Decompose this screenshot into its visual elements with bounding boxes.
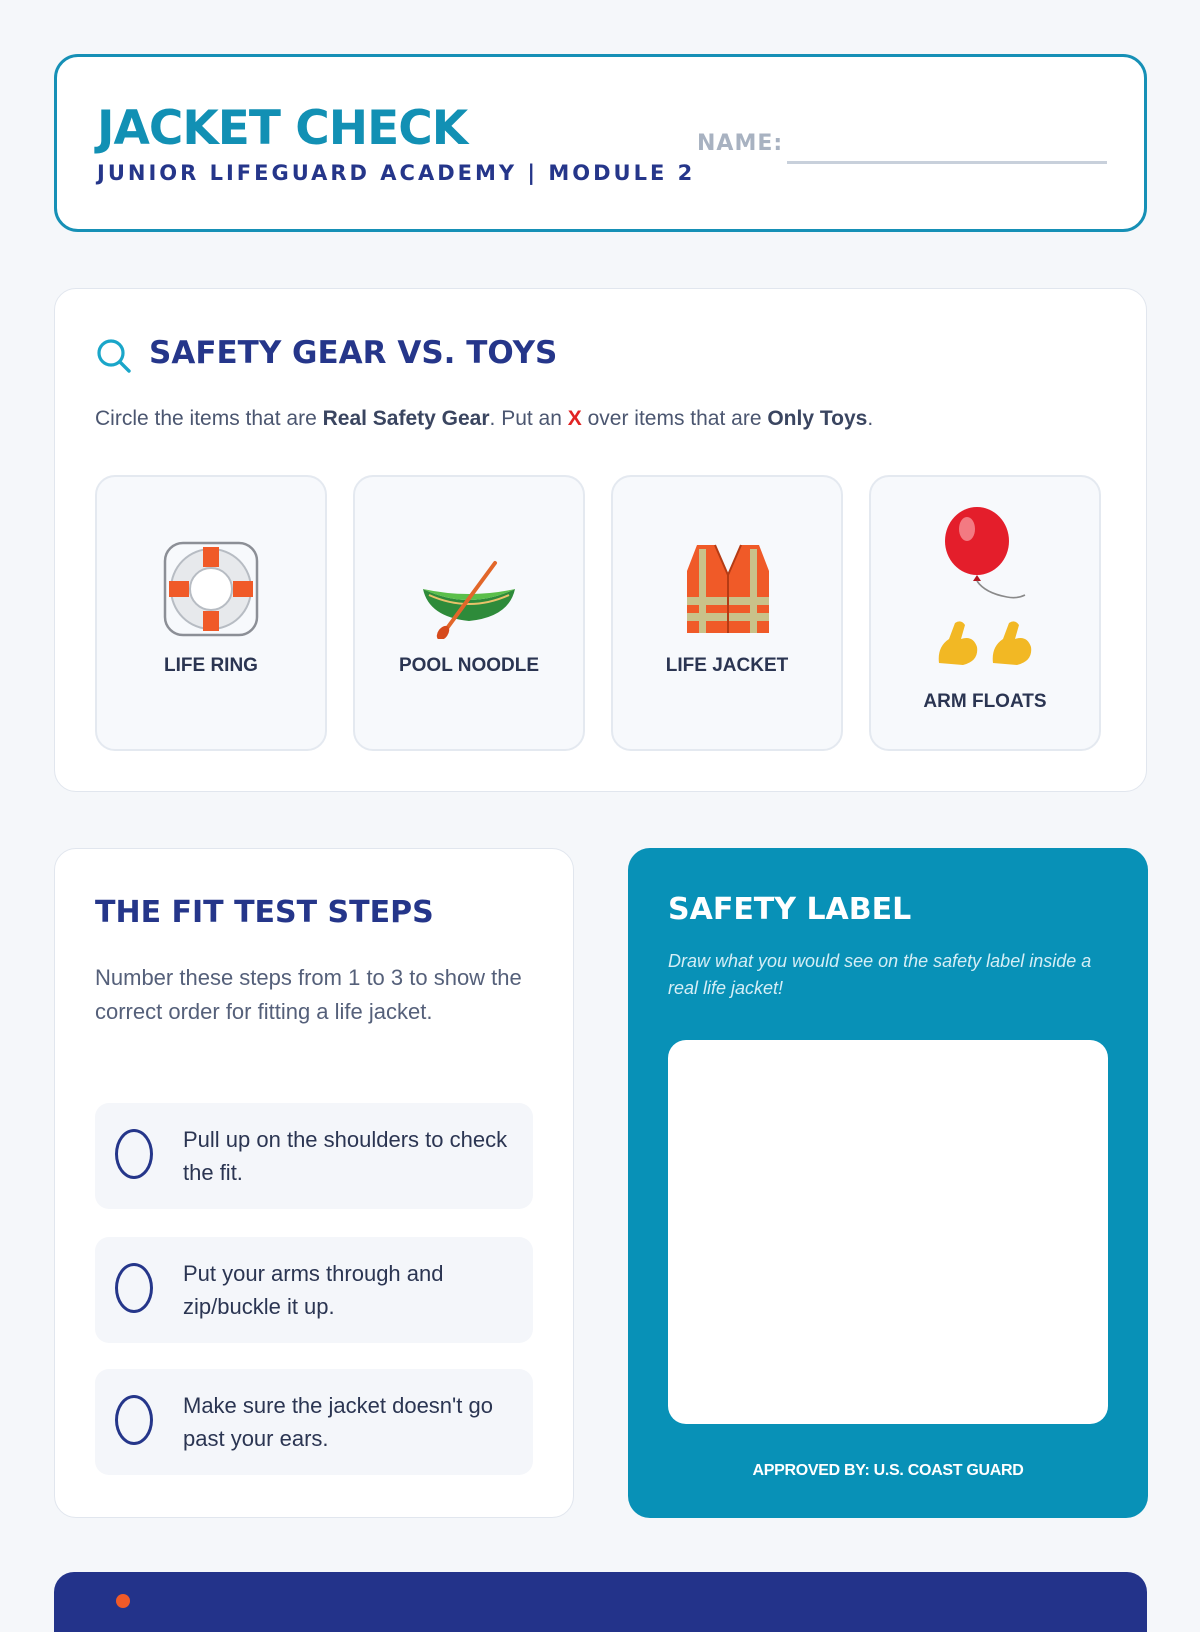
item-card-life-jacket[interactable]: [611, 475, 843, 751]
section-heading: SAFETY GEAR VS. TOYS: [149, 335, 558, 371]
flexed-arms-icon: [933, 617, 1037, 669]
canoe-icon: [419, 559, 519, 639]
item-card-pool-noodle[interactable]: [353, 475, 585, 751]
section-heading: THE FIT TEST STEPS: [95, 895, 434, 930]
fit-test-section: [54, 848, 574, 1518]
item-card-life-ring[interactable]: [95, 475, 327, 751]
name-field[interactable]: [787, 161, 1107, 164]
step-text: Make sure the jacket doesn't go past your ears.: [183, 1393, 493, 1451]
page-subtitle: JUNIOR LIFEGUARD ACADEMY | MODULE 2: [97, 161, 696, 185]
safety-vest-icon: [683, 541, 773, 637]
name-label: NAME:: [697, 131, 784, 156]
search-icon: [95, 337, 133, 375]
step-text: Pull up on the shoulders to check the fit.: [183, 1127, 508, 1185]
footer-banner: [54, 1572, 1147, 1632]
item-card-arm-floats[interactable]: [869, 475, 1101, 751]
drawing-area[interactable]: [668, 1040, 1108, 1424]
step-item: [95, 1103, 533, 1209]
instruction-text: Circle the items that are Real Safety Gear. Put an X over items that are Only Toys.: [95, 407, 874, 430]
step-item: [95, 1369, 533, 1475]
footer-dot-icon: [116, 1594, 130, 1608]
item-label: POOL NOODLE: [398, 655, 540, 676]
safety-label-description: Draw what you would see on the safety label inside a real life jacket!: [668, 951, 1092, 998]
step-number-circle[interactable]: [115, 1395, 153, 1445]
safety-label-section: [628, 848, 1148, 1518]
worksheet-header: [54, 54, 1147, 232]
step-number-circle[interactable]: [115, 1263, 153, 1313]
fit-test-description: Number these steps from 1 to 3 to show the correct order for fitting a life jacket.: [95, 965, 522, 1024]
safety-gear-section: [54, 288, 1147, 792]
step-item: [95, 1237, 533, 1343]
step-number-circle[interactable]: [115, 1129, 153, 1179]
approval-text: APPROVED BY: U.S. COAST GUARD: [752, 1462, 1024, 1479]
page-title: JACKET CHECK: [97, 101, 468, 156]
item-label: LIFE JACKET: [665, 655, 789, 676]
item-label: LIFE RING: [164, 655, 258, 676]
balloon-icon: [937, 505, 1037, 601]
section-heading: SAFETY LABEL: [668, 892, 912, 927]
item-label: ARM FLOATS: [923, 691, 1047, 712]
life-ring-icon: [163, 541, 259, 637]
step-text: Put your arms through and zip/buckle it up.: [183, 1261, 444, 1319]
gear-items: [95, 475, 1101, 751]
